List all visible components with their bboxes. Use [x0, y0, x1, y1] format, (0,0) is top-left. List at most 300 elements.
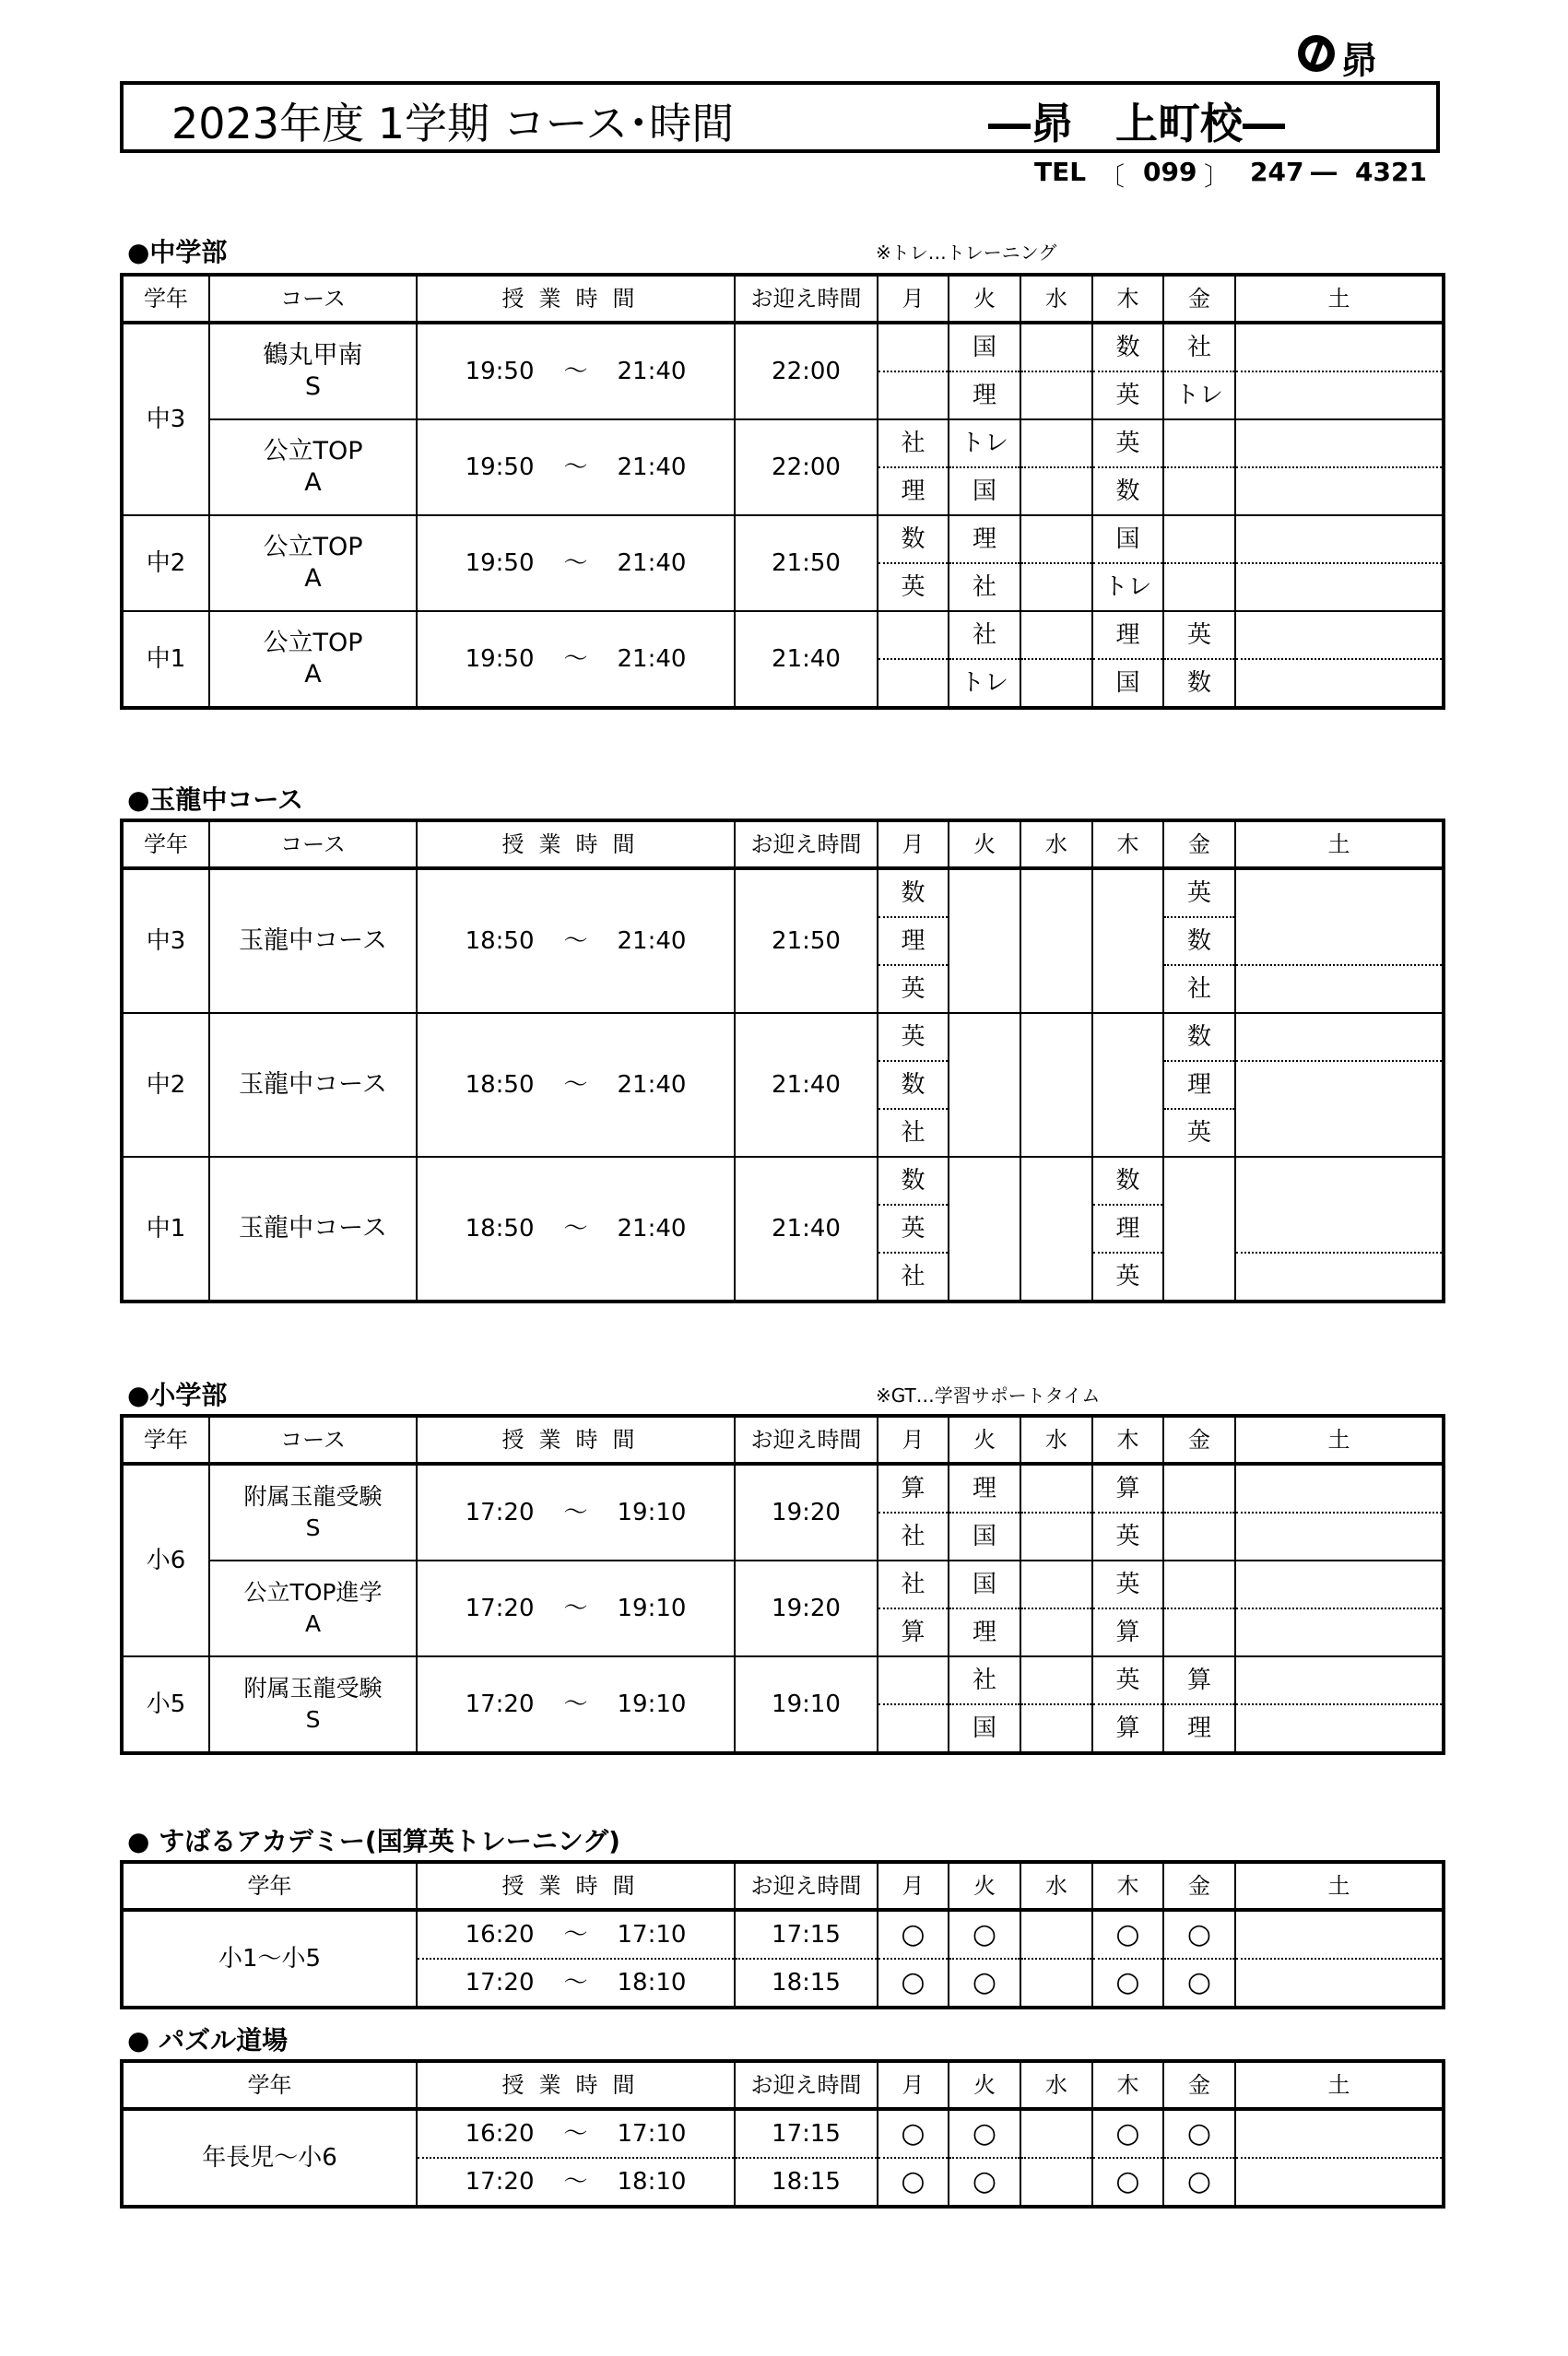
thu-cell: 国: [1092, 515, 1163, 563]
table-row: [122, 323, 1444, 371]
tue-cell: トレ: [949, 659, 1020, 708]
sat-cell: [1235, 1910, 1444, 1959]
col-tue: 火: [949, 1862, 1020, 1910]
table-row: [122, 611, 1444, 659]
course-name: 公立TOP: [263, 533, 363, 561]
fri-cell: [1163, 467, 1235, 515]
note-training: ※トレ…トレーニング: [876, 241, 1057, 264]
grade-cell: 中1: [122, 1157, 209, 1302]
end-time: 17:10: [617, 1921, 687, 1949]
col-thu: 木: [1092, 1416, 1163, 1464]
wed-cell: [1020, 1513, 1092, 1561]
tue-cell: 国: [949, 1704, 1020, 1753]
tue-cell: 社: [949, 1656, 1020, 1704]
fri-cell: 英: [1163, 1109, 1235, 1157]
table-header: [122, 275, 1444, 323]
tilde: ～: [563, 927, 588, 955]
mon-cell: [878, 611, 949, 659]
col-pickup: お迎え時間: [735, 1862, 878, 1910]
end-time: 21:40: [617, 1071, 687, 1099]
col-sat: 土: [1235, 1862, 1444, 1910]
tilde: ～: [563, 454, 588, 481]
tel-number-2: 4321: [1355, 157, 1427, 187]
course-level: A: [304, 564, 322, 593]
pickup-cell: 22:00: [735, 323, 878, 419]
end-time: 19:10: [617, 1595, 687, 1622]
fri-cell: [1163, 1464, 1235, 1513]
col-mon: 月: [878, 1416, 949, 1464]
tue-cell: 国: [949, 323, 1020, 371]
thu-cell: 数: [1092, 323, 1163, 371]
tel-label: TEL: [1034, 157, 1087, 187]
wed-cell: [1020, 1959, 1092, 2008]
sat-cell: [1235, 2109, 1444, 2158]
wed-cell: [1020, 323, 1092, 371]
thu-cell: ○: [1092, 1959, 1163, 2008]
col-wed: 水: [1020, 1862, 1092, 1910]
thu-cell: 英: [1092, 1656, 1163, 1704]
sat-cell: [1235, 1561, 1444, 1608]
fri-cell: 社: [1163, 323, 1235, 371]
end-time: 17:10: [617, 2120, 687, 2148]
tel-dash: ―: [1311, 157, 1337, 187]
table-row: [122, 1464, 1444, 1513]
mon-cell: [878, 1704, 949, 1753]
fri-cell: 数: [1163, 659, 1235, 708]
tilde: ～: [563, 1595, 588, 1622]
col-fri: 金: [1163, 1862, 1235, 1910]
fri-cell: 理: [1163, 1061, 1235, 1109]
start-time: 16:20: [465, 2120, 535, 2148]
start-time: 18:50: [465, 1215, 535, 1243]
end-time: 19:10: [617, 1499, 687, 1526]
course-cell: [209, 1464, 417, 1561]
tilde: ～: [563, 1921, 588, 1949]
fri-cell: 社: [1163, 965, 1235, 1013]
table-row: [122, 868, 1444, 917]
sat-cell: [1235, 1013, 1444, 1061]
col-mon: 月: [878, 820, 949, 868]
start-time: 17:20: [465, 1690, 535, 1718]
tue-cell: ○: [949, 2109, 1020, 2158]
tue-cell: ○: [949, 2158, 1020, 2207]
course-cell: [209, 611, 417, 708]
time-cell: [417, 515, 735, 611]
thu-cell: 算: [1092, 1704, 1163, 1753]
tilde: ～: [563, 1690, 588, 1718]
tue-cell: ○: [949, 1910, 1020, 1959]
course-cell: 玉龍中コース: [209, 1157, 417, 1302]
thu-cell: 算: [1092, 1608, 1163, 1656]
fri-cell: 英: [1163, 611, 1235, 659]
mon-cell: 英: [878, 563, 949, 611]
sat-cell: [1235, 868, 1444, 965]
thu-cell: 算: [1092, 1464, 1163, 1513]
col-sat: 土: [1235, 820, 1444, 868]
section-title-elementary: ●小学部: [127, 1380, 228, 1410]
mon-cell: 社: [878, 1561, 949, 1608]
col-time: 授業時間: [417, 1416, 735, 1464]
course-cell: [209, 419, 417, 515]
time-cell: [417, 611, 735, 708]
course-cell: 玉龍中コース: [209, 1013, 417, 1157]
pickup-cell: 17:15: [735, 1910, 878, 1959]
table-header: [122, 820, 1444, 868]
wed-cell: [1020, 419, 1092, 467]
col-time: 授業時間: [417, 275, 735, 323]
tel-paren-open: 〔: [1099, 161, 1126, 192]
tue-cell: [949, 1157, 1020, 1302]
sat-cell: [1235, 965, 1444, 1013]
elementary-table: [120, 1414, 1445, 1755]
end-time: 21:40: [617, 454, 687, 481]
col-tue: 火: [949, 2061, 1020, 2109]
tue-cell: 理: [949, 515, 1020, 563]
start-time: 19:50: [465, 358, 535, 385]
grade-cell: 年長児～小6: [122, 2109, 417, 2207]
thu-cell: 英: [1092, 1513, 1163, 1561]
course-level: A: [304, 660, 322, 689]
col-wed: 水: [1020, 820, 1092, 868]
thu-cell: [1092, 868, 1163, 1013]
pickup-cell: 21:50: [735, 868, 878, 1013]
thu-cell: ○: [1092, 2109, 1163, 2158]
sat-cell: [1235, 1608, 1444, 1656]
school-name: ―昴 上町校―: [988, 99, 1285, 148]
mon-cell: 社: [878, 419, 949, 467]
mon-cell: ○: [878, 1959, 949, 2008]
time-cell: [417, 323, 735, 419]
logo-text: 昴: [1340, 39, 1377, 82]
fri-cell: 数: [1163, 917, 1235, 965]
col-sat: 土: [1235, 275, 1444, 323]
pickup-cell: 21:40: [735, 1013, 878, 1157]
table-row: [122, 419, 1444, 467]
tamaryu-table: [120, 819, 1445, 1303]
wed-cell: [1020, 868, 1092, 1013]
col-grade: 学年: [122, 2061, 417, 2109]
tue-cell: [949, 868, 1020, 1013]
mon-cell: ○: [878, 1910, 949, 1959]
tilde: ～: [563, 1499, 588, 1526]
grade-cell: 小1～小5: [122, 1910, 417, 2008]
col-grade: 学年: [122, 1416, 209, 1464]
col-mon: 月: [878, 2061, 949, 2109]
tue-cell: 社: [949, 563, 1020, 611]
wed-cell: [1020, 515, 1092, 563]
col-pickup: お迎え時間: [735, 2061, 878, 2109]
end-time: 21:40: [617, 1215, 687, 1243]
section-title-puzzle: ● パズル道場: [127, 2025, 289, 2056]
wed-cell: [1020, 1704, 1092, 1753]
col-course: コース: [209, 820, 417, 868]
sat-cell: [1235, 1513, 1444, 1561]
wed-cell: [1020, 1464, 1092, 1513]
wed-cell: [1020, 371, 1092, 419]
col-sat: 土: [1235, 2061, 1444, 2109]
start-time: 17:20: [465, 2168, 535, 2196]
time-cell: [417, 1959, 735, 2008]
tel-area: 099: [1143, 157, 1197, 187]
course-cell: [209, 323, 417, 419]
start-time: 18:50: [465, 927, 535, 955]
table-row: [122, 515, 1444, 563]
fri-cell: ○: [1163, 2109, 1235, 2158]
col-thu: 木: [1092, 1862, 1163, 1910]
col-mon: 月: [878, 275, 949, 323]
course-level: A: [304, 1610, 322, 1637]
col-course: コース: [209, 1416, 417, 1464]
course-level: A: [304, 468, 322, 497]
pickup-cell: 18:15: [735, 2158, 878, 2207]
table-row: [122, 1157, 1444, 1205]
table-row: [122, 1561, 1444, 1608]
grade-cell: 中3: [122, 868, 209, 1013]
table-row: [122, 1910, 1444, 1959]
course-level: S: [304, 372, 322, 401]
fri-cell: ○: [1163, 1959, 1235, 2008]
mon-cell: [878, 1656, 949, 1704]
col-time: 授業時間: [417, 820, 735, 868]
thu-cell: 数: [1092, 467, 1163, 515]
wed-cell: [1020, 611, 1092, 659]
fri-cell: ○: [1163, 2158, 1235, 2207]
thu-cell: 理: [1092, 1205, 1163, 1253]
thu-cell: 数: [1092, 1157, 1163, 1205]
thu-cell: [1092, 1013, 1163, 1157]
time-cell: [417, 1656, 735, 1753]
col-wed: 水: [1020, 275, 1092, 323]
mon-cell: 算: [878, 1608, 949, 1656]
sat-cell: [1235, 1061, 1444, 1157]
col-thu: 木: [1092, 275, 1163, 323]
col-time: 授業時間: [417, 2061, 735, 2109]
fri-cell: 理: [1163, 1704, 1235, 1753]
start-time: 17:20: [465, 1595, 535, 1622]
tue-cell: 理: [949, 371, 1020, 419]
pickup-cell: 21:50: [735, 515, 878, 611]
wed-cell: [1020, 1608, 1092, 1656]
tue-cell: 社: [949, 611, 1020, 659]
mon-cell: 社: [878, 1513, 949, 1561]
grade-cell: 中2: [122, 515, 209, 611]
title-box: [120, 81, 1440, 153]
end-time: 18:10: [617, 1969, 687, 1997]
col-thu: 木: [1092, 2061, 1163, 2109]
wed-cell: [1020, 2109, 1092, 2158]
fri-cell: 算: [1163, 1656, 1235, 1704]
start-time: 17:20: [465, 1969, 535, 1997]
wed-cell: [1020, 1561, 1092, 1608]
fri-cell: [1163, 1608, 1235, 1656]
time-cell: [417, 1910, 735, 1959]
table-header: [122, 1862, 1444, 1910]
course-cell: [209, 1561, 417, 1656]
page-title: 2023年度 1学期 コース･時間: [171, 99, 735, 148]
wed-cell: [1020, 1656, 1092, 1704]
mon-cell: 算: [878, 1464, 949, 1513]
col-tue: 火: [949, 820, 1020, 868]
tue-cell: [949, 1013, 1020, 1157]
section-title-middle: ●中学部: [127, 237, 228, 267]
wed-cell: [1020, 1157, 1092, 1302]
col-mon: 月: [878, 1862, 949, 1910]
mon-cell: [878, 659, 949, 708]
pickup-cell: 18:15: [735, 1959, 878, 2008]
col-time: 授業時間: [417, 1862, 735, 1910]
grade-cell: 小6: [122, 1464, 209, 1656]
thu-cell: 英: [1092, 371, 1163, 419]
time-cell: [417, 1561, 735, 1656]
table-row: [122, 1013, 1444, 1061]
thu-cell: ○: [1092, 2158, 1163, 2207]
sat-cell: [1235, 515, 1444, 563]
tue-cell: ○: [949, 1959, 1020, 2008]
end-time: 21:40: [617, 549, 687, 577]
mon-cell: [878, 323, 949, 371]
thu-cell: 国: [1092, 659, 1163, 708]
pickup-cell: 22:00: [735, 419, 878, 515]
school-logo: [1298, 31, 1409, 82]
fri-cell: [1163, 563, 1235, 611]
fri-cell: 数: [1163, 1013, 1235, 1061]
col-thu: 木: [1092, 820, 1163, 868]
tue-cell: 国: [949, 467, 1020, 515]
fri-cell: [1163, 419, 1235, 467]
pickup-cell: 21:40: [735, 611, 878, 708]
course-name: 公立TOP: [263, 437, 363, 465]
thu-cell: 英: [1092, 1253, 1163, 1302]
time-cell: [417, 1013, 735, 1157]
course-cell: [209, 515, 417, 611]
wed-cell: [1020, 563, 1092, 611]
wed-cell: [1020, 467, 1092, 515]
col-tue: 火: [949, 275, 1020, 323]
course-name: 公立TOP進学: [243, 1579, 383, 1606]
thu-cell: 英: [1092, 419, 1163, 467]
mon-cell: 英: [878, 1013, 949, 1061]
wed-cell: [1020, 2158, 1092, 2207]
fri-cell: [1163, 1561, 1235, 1608]
sat-cell: [1235, 659, 1444, 708]
end-time: 18:10: [617, 2168, 687, 2196]
start-time: 19:50: [465, 645, 535, 673]
sat-cell: [1235, 1704, 1444, 1753]
tilde: ～: [563, 549, 588, 577]
section-title-tamaryu: ●玉龍中コース: [127, 784, 304, 815]
mon-cell: 数: [878, 1061, 949, 1109]
end-time: 19:10: [617, 1690, 687, 1718]
mon-cell: 社: [878, 1253, 949, 1302]
mon-cell: 社: [878, 1109, 949, 1157]
course-name: 鶴丸甲南: [263, 341, 363, 370]
mon-cell: 英: [878, 965, 949, 1013]
wed-cell: [1020, 1013, 1092, 1157]
course-cell: 玉龍中コース: [209, 868, 417, 1013]
course-name: 附属玉龍受験: [243, 1483, 383, 1510]
grade-cell: 中3: [122, 323, 209, 515]
tilde: ～: [563, 1215, 588, 1243]
sat-cell: [1235, 371, 1444, 419]
table-row: [122, 2109, 1444, 2158]
col-wed: 水: [1020, 2061, 1092, 2109]
col-fri: 金: [1163, 2061, 1235, 2109]
mon-cell: [878, 371, 949, 419]
col-fri: 金: [1163, 275, 1235, 323]
tue-cell: 理: [949, 1464, 1020, 1513]
mon-cell: 数: [878, 1157, 949, 1205]
col-pickup: お迎え時間: [735, 275, 878, 323]
pickup-cell: 19:10: [735, 1656, 878, 1753]
start-time: 16:20: [465, 1921, 535, 1949]
note-gt: ※GT…学習サポートタイム: [876, 1384, 1101, 1407]
fri-cell: トレ: [1163, 371, 1235, 419]
course-level: S: [305, 1514, 321, 1541]
thu-cell: ○: [1092, 1910, 1163, 1959]
end-time: 21:40: [617, 927, 687, 955]
tue-cell: 国: [949, 1513, 1020, 1561]
mon-cell: 理: [878, 467, 949, 515]
thu-cell: 理: [1092, 611, 1163, 659]
sat-cell: [1235, 1157, 1444, 1253]
sat-cell: [1235, 2158, 1444, 2207]
end-time: 21:40: [617, 358, 687, 385]
mon-cell: 理: [878, 917, 949, 965]
tilde: ～: [563, 1969, 588, 1997]
course-level: S: [305, 1706, 321, 1733]
fri-cell: 英: [1163, 868, 1235, 917]
col-grade: 学年: [122, 820, 209, 868]
time-cell: [417, 1464, 735, 1561]
sat-cell: [1235, 323, 1444, 371]
tue-cell: 理: [949, 1608, 1020, 1656]
col-pickup: お迎え時間: [735, 820, 878, 868]
grade-cell: 小5: [122, 1656, 209, 1753]
start-time: 19:50: [465, 549, 535, 577]
pickup-cell: 19:20: [735, 1561, 878, 1656]
fri-cell: [1163, 1513, 1235, 1561]
grade-cell: 中1: [122, 611, 209, 708]
academy-table: [120, 1860, 1445, 2009]
time-cell: [417, 2109, 735, 2158]
col-grade: 学年: [122, 1862, 417, 1910]
wed-cell: [1020, 659, 1092, 708]
tilde: ～: [563, 358, 588, 385]
col-wed: 水: [1020, 1416, 1092, 1464]
fri-cell: ○: [1163, 1910, 1235, 1959]
tel-number-1: 247: [1250, 157, 1304, 187]
sat-cell: [1235, 611, 1444, 659]
tel-paren-close: 〕: [1204, 161, 1231, 192]
fri-cell: [1163, 1157, 1235, 1302]
course-name: 附属玉龍受験: [243, 1675, 383, 1702]
time-cell: [417, 868, 735, 1013]
tilde: ～: [563, 645, 588, 673]
mon-cell: 数: [878, 515, 949, 563]
table-row: [122, 1656, 1444, 1704]
sat-cell: [1235, 1464, 1444, 1513]
sat-cell: [1235, 1253, 1444, 1302]
col-course: コース: [209, 275, 417, 323]
sat-cell: [1235, 1656, 1444, 1704]
thu-cell: 英: [1092, 1561, 1163, 1608]
mon-cell: ○: [878, 2109, 949, 2158]
col-tue: 火: [949, 1416, 1020, 1464]
puzzle-table: [120, 2059, 1445, 2209]
end-time: 21:40: [617, 645, 687, 673]
wed-cell: [1020, 1910, 1092, 1959]
col-fri: 金: [1163, 1416, 1235, 1464]
